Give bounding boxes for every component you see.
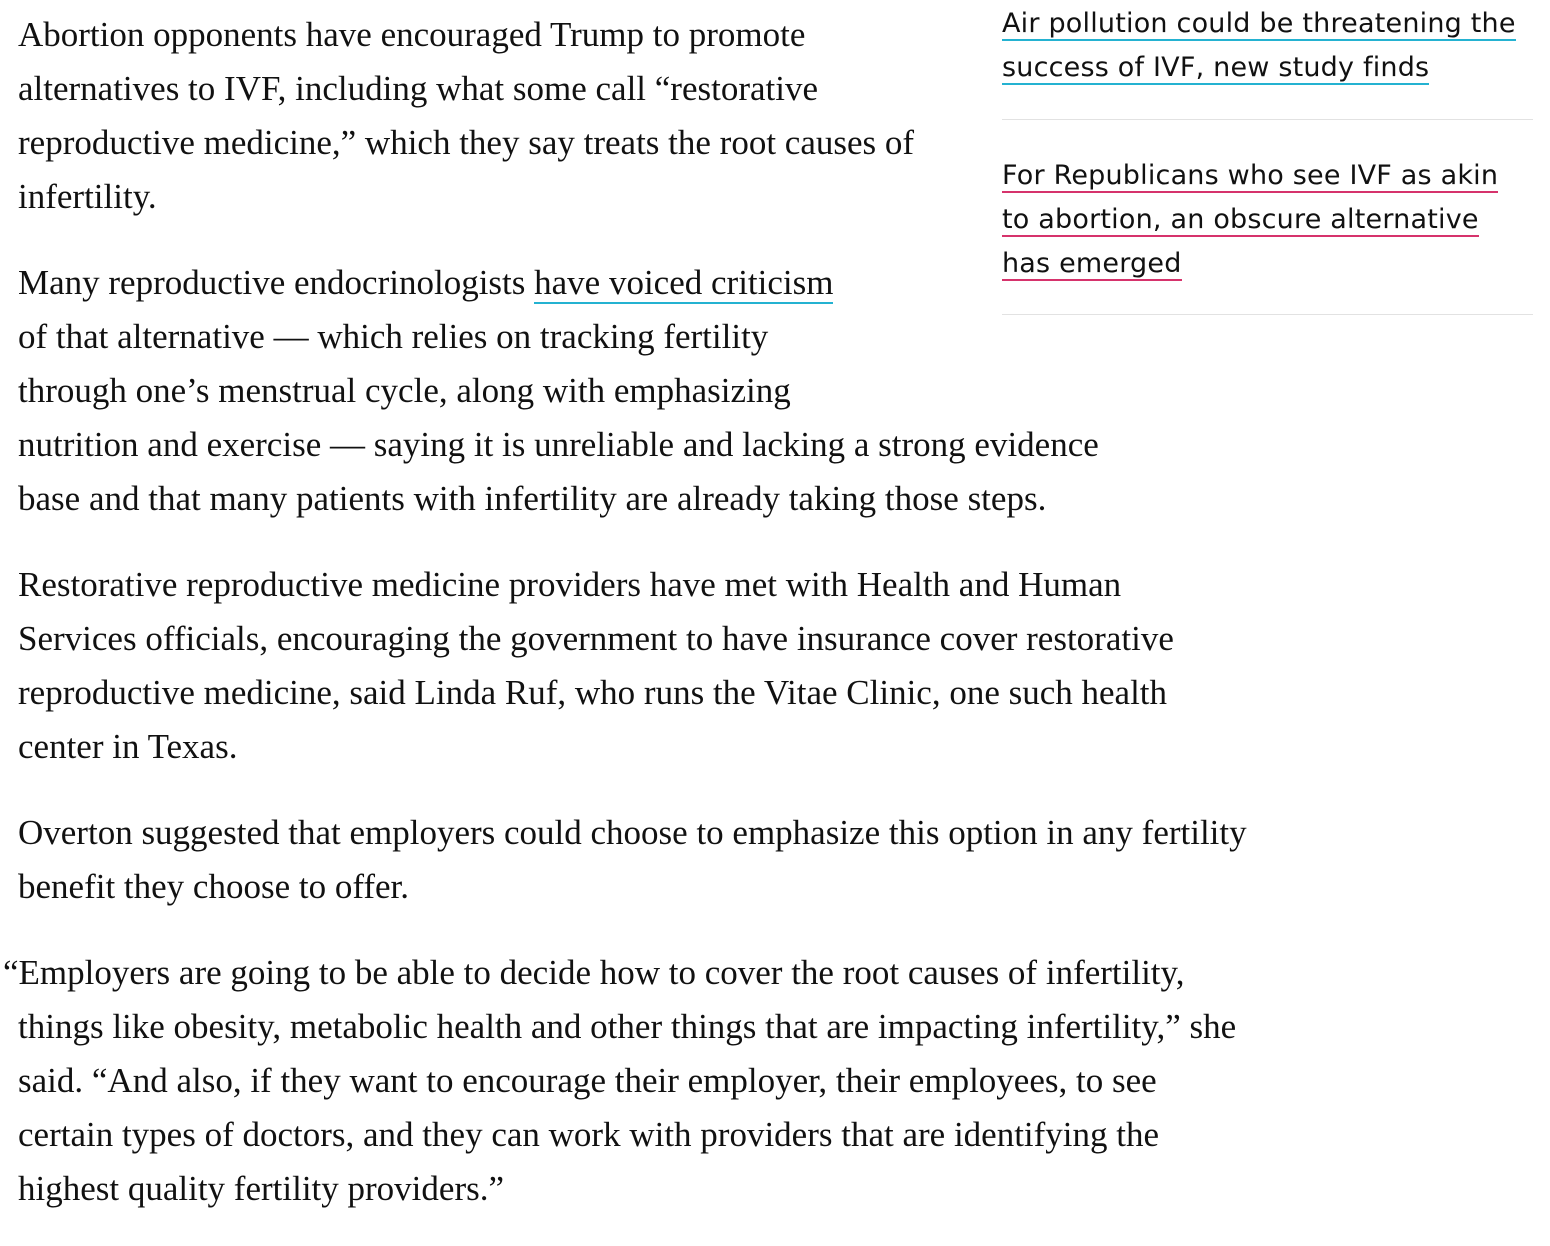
related-story-1-line-2-text: success of IVF, new study finds: [1002, 52, 1430, 83]
related-story-obscure-alternative-link[interactable]: [1002, 154, 1533, 286]
related-story-2-line-1-text: For Republicans who see IVF as akin: [1002, 160, 1499, 191]
article-paragraph-1: Abortion opponents have encouraged Trump to promote alternatives to IVF, including what some call “restorative reproductive medicine,” which they say treats the root causes of infertility.: [18, 15, 915, 216]
related-story-2: [1002, 154, 1533, 286]
related-story-2-line-3: [1002, 242, 1533, 286]
paragraph-2-line-5: base and that many patients with infertility are already taking those steps.: [18, 479, 1047, 518]
paragraph-2-line-2: of that alternative — which relies on tracking fertility: [18, 317, 769, 356]
related-story-1: [1002, 2, 1533, 90]
article-paragraph-3: Restorative reproductive medicine providers have met with Health and Human Services officials, encouraging the government to have insurance cover restorative reproductive medicine, said Linda Ruf, who runs the Vitae Clinic, one such health center in Texas.: [18, 565, 1174, 766]
article-paragraph-5-quote: “Employers are going to be able to decide how to cover the root causes of infertility, things like obesity, metabolic health and other things that are impacting infertility,” she said. “And also, if they want to encourage their employer, their employees, to see certain types of doctors, and they can work with providers that are identifying the highest quality fertility providers.”: [3, 953, 1237, 1208]
sidebar-divider: [1002, 314, 1533, 315]
related-story-2-line-2-text: to abortion, an obscure alternative: [1002, 204, 1479, 235]
related-story-1-line-1-text: Air pollution could be threatening the: [1002, 8, 1516, 39]
related-story-air-pollution-link[interactable]: [1002, 2, 1533, 90]
voiced-criticism-link[interactable]: have voiced criticism: [534, 263, 834, 302]
related-story-1-line-1: [1002, 2, 1533, 46]
paragraph-2-text-before-link: Many reproductive endocrinologists: [18, 263, 535, 302]
sidebar-divider: [1002, 119, 1533, 120]
article-paragraph-4: Overton suggested that employers could choose to emphasize this option in any fertility benefit they choose to offer.: [18, 813, 1247, 906]
paragraph-2-line-4: nutrition and exercise — saying it is unreliable and lacking a strong evidence: [18, 425, 1099, 464]
related-story-2-line-2: [1002, 198, 1533, 242]
article-paragraph-2: [18, 256, 1248, 526]
paragraph-2-line-3: through one’s menstrual cycle, along with emphasizing: [18, 371, 791, 410]
related-story-2-line-3-text: has emerged: [1002, 248, 1182, 279]
related-story-2-line-1: [1002, 154, 1533, 198]
related-story-1-line-2: [1002, 46, 1533, 90]
